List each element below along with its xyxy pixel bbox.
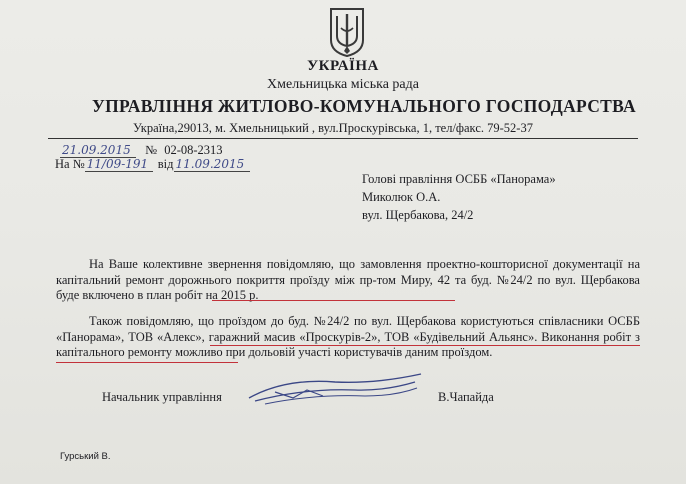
signatory-name: В.Чапайда (438, 390, 494, 404)
body-paragraph-2 (56, 314, 640, 361)
paragraph-2-text: Також повідомляю, що проїздом до буд. №24/2 по вул. Щербакова користуються співласники ОСББ «Панорама», ТОВ «Алекс», гаражний масив «Проскурів-2», ТОВ «Будівельний Альянс». Виконання робіт з капітального ремонту можливо при дольовій участі користувачів даним проїздом. (56, 314, 640, 359)
executor-name: Гурський В. (60, 451, 111, 462)
recipient-position: Голові правління ОСББ «Панорама» (362, 172, 556, 186)
department-title: УПРАВЛІННЯ ЖИТЛОВО-КОМУНАЛЬНОГО ГОСПОДАРСТВА (92, 96, 636, 116)
incoming-reference (55, 157, 250, 172)
outgoing-registration (60, 143, 223, 158)
handwritten-signature-icon (245, 368, 425, 408)
highlight-underline-repair (210, 345, 640, 346)
registration-number: 02-08-2313 (164, 143, 223, 157)
country-name: УКРАЇНА (307, 58, 379, 74)
reference-date: 11.09.2015 (174, 157, 250, 172)
registration-number-prefix: № (145, 143, 158, 157)
recipient-name: Миколюк О.А. (362, 190, 441, 204)
highlight-underline-plan (212, 300, 455, 301)
reference-prefix: На № (55, 157, 85, 171)
recipient-address: вул. Щербакова, 24/2 (362, 208, 474, 222)
highlight-underline-users (56, 362, 238, 363)
trident-emblem-icon (328, 6, 366, 58)
reference-number: 11/09-191 (85, 157, 153, 172)
reference-from: від (157, 157, 174, 171)
body-paragraph-1 (56, 257, 640, 304)
registration-date: 21.09.2015 (60, 143, 136, 158)
department-address: Україна,29013, м. Хмельницький , вул.Проскурівська, 1, тел/факс. 79-52-37 (133, 121, 533, 135)
header-divider (48, 138, 638, 139)
city-council: Хмельницька міська рада (267, 77, 419, 92)
signatory-title: Начальник управління (102, 390, 222, 404)
paragraph-1-text: На Ваше колективне звернення повідомляю, що замовлення проектно-кошторисної документації на капітальний ремонт дорожнього покриття проїзду між пр-том Миру, 42 та буд. №24/2 по вул. Щербакова буде включено в план робіт на 2015 р. (56, 257, 640, 302)
